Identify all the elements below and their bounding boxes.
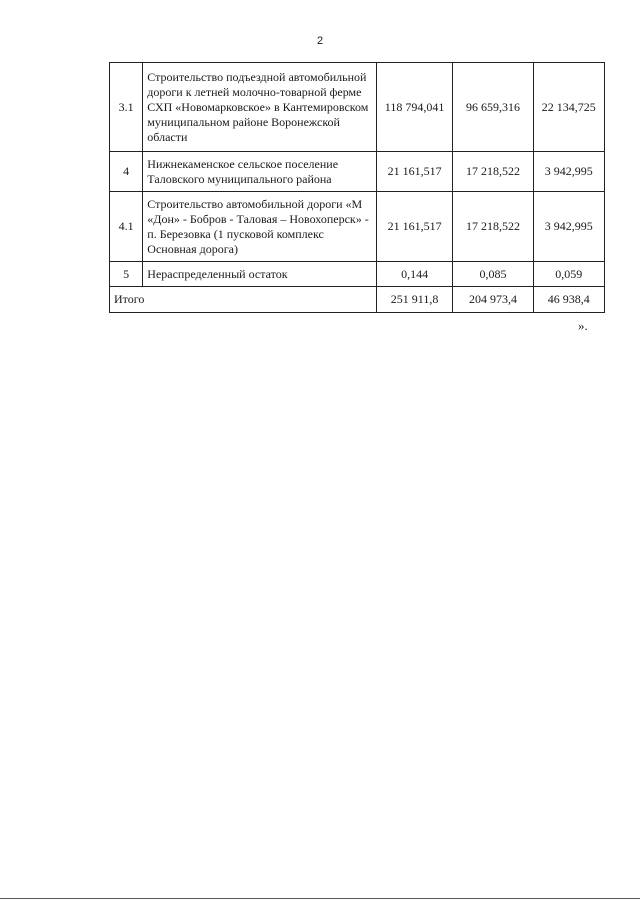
row-value-3: 0,059 <box>533 262 604 287</box>
row-value-1: 0,144 <box>376 262 452 287</box>
table-row <box>110 192 605 262</box>
row-value-1: 118 794,041 <box>376 63 452 152</box>
closing-quote-mark: ». <box>578 318 588 333</box>
row-name: Строительство автомобильной дороги «М «Дон» - Бобров - Таловая – Новохоперск» - п. Березовка (1 пусковой комплекс Основная дорога) <box>143 192 377 262</box>
row-value-3: 22 134,725 <box>533 63 604 152</box>
table-row <box>110 262 605 287</box>
total-row <box>110 287 605 313</box>
row-name: Строительство подъездной автомобильной дороги к летней молочно-товарной ферме СХП «Новомарковское» в Кантемировском муниципальном районе Воронежской области <box>143 63 377 152</box>
page-bottom-divider <box>0 898 640 899</box>
table-row <box>110 63 605 152</box>
row-value-1: 21 161,517 <box>376 192 452 262</box>
total-value-3: 46 938,4 <box>533 287 604 313</box>
row-number: 3.1 <box>110 63 143 152</box>
total-value-2: 204 973,4 <box>453 287 533 313</box>
row-value-3: 3 942,995 <box>533 152 604 192</box>
row-value-1: 21 161,517 <box>376 152 452 192</box>
row-value-3: 3 942,995 <box>533 192 604 262</box>
row-value-2: 17 218,522 <box>453 152 533 192</box>
total-label: Итого <box>110 287 377 313</box>
row-number: 5 <box>110 262 143 287</box>
row-value-2: 17 218,522 <box>453 192 533 262</box>
row-number: 4 <box>110 152 143 192</box>
total-value-1: 251 911,8 <box>376 287 452 313</box>
page-number: 2 <box>316 35 324 47</box>
row-name: Нераспределенный остаток <box>143 262 377 287</box>
row-number: 4.1 <box>110 192 143 262</box>
budget-table <box>109 62 605 313</box>
row-value-2: 0,085 <box>453 262 533 287</box>
table-row <box>110 152 605 192</box>
row-name: Нижнекаменское сельское поселение Таловского муниципального района <box>143 152 377 192</box>
row-value-2: 96 659,316 <box>453 63 533 152</box>
